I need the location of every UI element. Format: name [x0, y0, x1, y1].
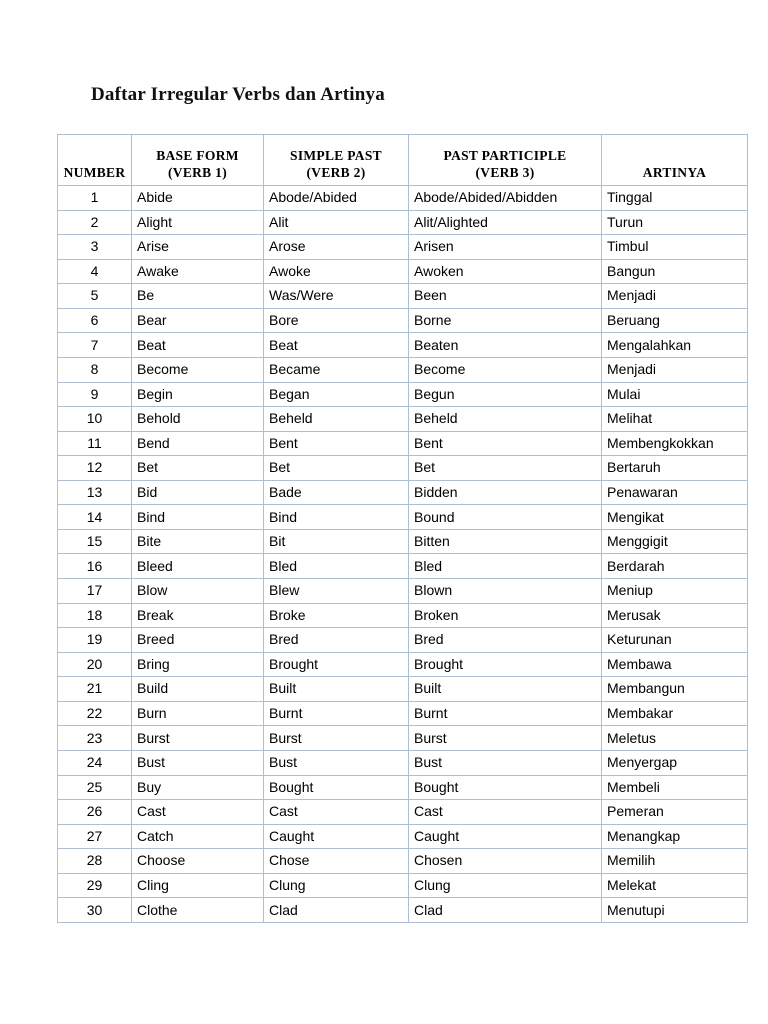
column-header-number: [58, 135, 132, 186]
verb-cell-artinya: Membangun: [602, 677, 748, 702]
verb-cell-simple-past: Beheld: [264, 407, 409, 432]
row-number-cell: 12: [58, 456, 132, 481]
verb-cell-base-form: Catch: [132, 824, 264, 849]
row-number-cell: 20: [58, 652, 132, 677]
verb-cell-simple-past: Abode/Abided: [264, 186, 409, 211]
verb-cell-base-form: Begin: [132, 382, 264, 407]
table-row: [58, 628, 748, 653]
row-number-cell: 1: [58, 186, 132, 211]
verb-cell-base-form: Bring: [132, 652, 264, 677]
table-row: [58, 873, 748, 898]
row-number-cell: 6: [58, 308, 132, 333]
verb-cell-base-form: Bleed: [132, 554, 264, 579]
verb-cell-past-participle: Bet: [409, 456, 602, 481]
table-row: [58, 259, 748, 284]
verb-cell-artinya: Melihat: [602, 407, 748, 432]
row-number-cell: 27: [58, 824, 132, 849]
verb-cell-past-participle: Bred: [409, 628, 602, 653]
table-body: [58, 186, 748, 923]
verb-cell-simple-past: Bred: [264, 628, 409, 653]
table-row: [58, 407, 748, 432]
verb-cell-artinya: Menggigit: [602, 529, 748, 554]
verb-cell-base-form: Break: [132, 603, 264, 628]
table-row: [58, 849, 748, 874]
row-number-cell: 19: [58, 628, 132, 653]
verb-cell-artinya: Menangkap: [602, 824, 748, 849]
verb-cell-simple-past: Beat: [264, 333, 409, 358]
verb-cell-artinya: Memilih: [602, 849, 748, 874]
verb-cell-past-participle: Been: [409, 284, 602, 309]
row-number-cell: 28: [58, 849, 132, 874]
row-number-cell: 8: [58, 357, 132, 382]
row-number-cell: 9: [58, 382, 132, 407]
row-number-cell: 16: [58, 554, 132, 579]
row-number-cell: 17: [58, 579, 132, 604]
row-number-cell: 5: [58, 284, 132, 309]
verb-cell-artinya: Membeli: [602, 775, 748, 800]
column-header-line: (VERB 3): [475, 165, 535, 181]
verb-cell-simple-past: Bought: [264, 775, 409, 800]
table-header-row: [58, 135, 748, 186]
verb-cell-simple-past: Chose: [264, 849, 409, 874]
verb-cell-simple-past: Built: [264, 677, 409, 702]
verb-cell-artinya: Merusak: [602, 603, 748, 628]
verb-cell-artinya: Tinggal: [602, 186, 748, 211]
verb-cell-base-form: Be: [132, 284, 264, 309]
table-row: [58, 677, 748, 702]
verb-cell-past-participle: Broken: [409, 603, 602, 628]
verb-cell-base-form: Cling: [132, 873, 264, 898]
verb-cell-base-form: Burst: [132, 726, 264, 751]
row-number-cell: 18: [58, 603, 132, 628]
table-row: [58, 824, 748, 849]
verb-cell-base-form: Bite: [132, 529, 264, 554]
verb-cell-base-form: Burn: [132, 701, 264, 726]
verb-cell-base-form: Clothe: [132, 898, 264, 923]
verb-cell-past-participle: Borne: [409, 308, 602, 333]
row-number-cell: 7: [58, 333, 132, 358]
row-number-cell: 23: [58, 726, 132, 751]
verb-cell-simple-past: Cast: [264, 800, 409, 825]
column-header-past-participle: [409, 135, 602, 186]
column-header-line: NUMBER: [63, 165, 126, 181]
verb-cell-base-form: Awake: [132, 259, 264, 284]
verb-cell-past-participle: Built: [409, 677, 602, 702]
verb-cell-artinya: Berdarah: [602, 554, 748, 579]
verb-cell-simple-past: Caught: [264, 824, 409, 849]
verb-cell-simple-past: Began: [264, 382, 409, 407]
verb-cell-artinya: Keturunan: [602, 628, 748, 653]
verb-cell-past-participle: Burst: [409, 726, 602, 751]
column-header-line: SIMPLE PAST: [290, 147, 382, 163]
verb-cell-past-participle: Burnt: [409, 701, 602, 726]
column-header-line: ARTINYA: [642, 165, 707, 181]
verb-cell-past-participle: Begun: [409, 382, 602, 407]
verb-cell-past-participle: Clad: [409, 898, 602, 923]
verb-cell-artinya: Mulai: [602, 382, 748, 407]
table-row: [58, 431, 748, 456]
verb-cell-artinya: Meniup: [602, 579, 748, 604]
verb-cell-past-participle: Awoken: [409, 259, 602, 284]
verb-cell-base-form: Bid: [132, 480, 264, 505]
verb-cell-past-participle: Bitten: [409, 529, 602, 554]
verb-cell-artinya: Penawaran: [602, 480, 748, 505]
verb-cell-simple-past: Awoke: [264, 259, 409, 284]
table-row: [58, 308, 748, 333]
table-row: [58, 333, 748, 358]
table-row: [58, 554, 748, 579]
verb-cell-past-participle: Arisen: [409, 235, 602, 260]
verb-cell-past-participle: Chosen: [409, 849, 602, 874]
table-row: [58, 603, 748, 628]
table-row: [58, 800, 748, 825]
verb-cell-artinya: Membawa: [602, 652, 748, 677]
verb-cell-artinya: Mengikat: [602, 505, 748, 530]
verb-cell-base-form: Bind: [132, 505, 264, 530]
table-row: [58, 456, 748, 481]
table-row: [58, 652, 748, 677]
table-row: [58, 898, 748, 923]
verb-cell-past-participle: Caught: [409, 824, 602, 849]
verb-cell-base-form: Choose: [132, 849, 264, 874]
verb-cell-past-participle: Clung: [409, 873, 602, 898]
verb-cell-past-participle: Blown: [409, 579, 602, 604]
verb-cell-base-form: Bear: [132, 308, 264, 333]
verb-cell-simple-past: Was/Were: [264, 284, 409, 309]
verb-cell-simple-past: Broke: [264, 603, 409, 628]
verb-cell-past-participle: Bidden: [409, 480, 602, 505]
verb-cell-base-form: Bend: [132, 431, 264, 456]
table-row: [58, 357, 748, 382]
verb-cell-artinya: Menyergap: [602, 750, 748, 775]
row-number-cell: 4: [58, 259, 132, 284]
verb-cell-base-form: Breed: [132, 628, 264, 653]
verb-cell-base-form: Arise: [132, 235, 264, 260]
row-number-cell: 2: [58, 210, 132, 235]
table-row: [58, 579, 748, 604]
verb-cell-base-form: Bet: [132, 456, 264, 481]
verb-cell-past-participle: Abode/Abided/Abidden: [409, 186, 602, 211]
column-header-base-form: [132, 135, 264, 186]
verb-cell-simple-past: Brought: [264, 652, 409, 677]
row-number-cell: 26: [58, 800, 132, 825]
verb-cell-artinya: Melekat: [602, 873, 748, 898]
row-number-cell: 11: [58, 431, 132, 456]
verb-cell-artinya: Beruang: [602, 308, 748, 333]
row-number-cell: 29: [58, 873, 132, 898]
column-header-line: (VERB 2): [306, 165, 366, 181]
verb-cell-base-form: Abide: [132, 186, 264, 211]
verb-cell-simple-past: Bit: [264, 529, 409, 554]
row-number-cell: 21: [58, 677, 132, 702]
table-row: [58, 382, 748, 407]
verb-cell-artinya: Menjadi: [602, 284, 748, 309]
verb-cell-base-form: Become: [132, 357, 264, 382]
verb-cell-artinya: Bertaruh: [602, 456, 748, 481]
page-title: Daftar Irregular Verbs dan Artinya: [91, 84, 385, 105]
verb-cell-past-participle: Beheld: [409, 407, 602, 432]
table-row: [58, 186, 748, 211]
verb-cell-simple-past: Alit: [264, 210, 409, 235]
verb-cell-base-form: Bust: [132, 750, 264, 775]
verb-cell-past-participle: Alit/Alighted: [409, 210, 602, 235]
verb-cell-simple-past: Bade: [264, 480, 409, 505]
row-number-cell: 30: [58, 898, 132, 923]
verb-cell-simple-past: Blew: [264, 579, 409, 604]
row-number-cell: 24: [58, 750, 132, 775]
table-row: [58, 284, 748, 309]
verb-cell-simple-past: Bore: [264, 308, 409, 333]
row-number-cell: 15: [58, 529, 132, 554]
verb-cell-artinya: Pemeran: [602, 800, 748, 825]
table-row: [58, 726, 748, 751]
verb-cell-artinya: Mengalahkan: [602, 333, 748, 358]
verb-cell-simple-past: Clung: [264, 873, 409, 898]
verb-cell-past-participle: Cast: [409, 800, 602, 825]
verb-cell-artinya: Turun: [602, 210, 748, 235]
verb-cell-simple-past: Clad: [264, 898, 409, 923]
table-row: [58, 210, 748, 235]
verb-cell-simple-past: Bled: [264, 554, 409, 579]
verb-cell-base-form: Beat: [132, 333, 264, 358]
verb-cell-simple-past: Bet: [264, 456, 409, 481]
column-header-simple-past: [264, 135, 409, 186]
verb-cell-past-participle: Beaten: [409, 333, 602, 358]
verb-cell-base-form: Behold: [132, 407, 264, 432]
verb-cell-base-form: Build: [132, 677, 264, 702]
verb-cell-base-form: Blow: [132, 579, 264, 604]
column-header-line: (VERB 1): [167, 165, 228, 181]
verb-cell-simple-past: Became: [264, 357, 409, 382]
verb-cell-artinya: Menjadi: [602, 357, 748, 382]
row-number-cell: 13: [58, 480, 132, 505]
verb-cell-past-participle: Bound: [409, 505, 602, 530]
row-number-cell: 14: [58, 505, 132, 530]
row-number-cell: 25: [58, 775, 132, 800]
verb-cell-base-form: Cast: [132, 800, 264, 825]
table-row: [58, 775, 748, 800]
verb-cell-base-form: Buy: [132, 775, 264, 800]
verb-cell-artinya: Meletus: [602, 726, 748, 751]
verb-cell-past-participle: Bent: [409, 431, 602, 456]
verb-cell-simple-past: Bust: [264, 750, 409, 775]
row-number-cell: 10: [58, 407, 132, 432]
column-header-line: BASE FORM: [156, 147, 239, 163]
row-number-cell: 22: [58, 701, 132, 726]
table-row: [58, 529, 748, 554]
verb-cell-simple-past: Bent: [264, 431, 409, 456]
table-row: [58, 480, 748, 505]
column-header-artinya: [602, 135, 748, 186]
table-row: [58, 701, 748, 726]
verb-cell-artinya: Timbul: [602, 235, 748, 260]
verb-cell-simple-past: Burnt: [264, 701, 409, 726]
column-header-line: PAST PARTICIPLE: [443, 147, 567, 163]
verb-cell-artinya: Bangun: [602, 259, 748, 284]
row-number-cell: 3: [58, 235, 132, 260]
table-header: [58, 135, 748, 186]
verb-cell-simple-past: Burst: [264, 726, 409, 751]
verb-cell-artinya: Membakar: [602, 701, 748, 726]
table-row: [58, 235, 748, 260]
table-row: [58, 750, 748, 775]
verb-cell-artinya: Membengkokkan: [602, 431, 748, 456]
table-row: [58, 505, 748, 530]
verb-cell-past-participle: Bought: [409, 775, 602, 800]
verb-cell-past-participle: Become: [409, 357, 602, 382]
verb-cell-base-form: Alight: [132, 210, 264, 235]
verb-cell-simple-past: Arose: [264, 235, 409, 260]
verb-cell-simple-past: Bind: [264, 505, 409, 530]
verb-cell-past-participle: Bust: [409, 750, 602, 775]
verb-cell-past-participle: Brought: [409, 652, 602, 677]
irregular-verbs-table: [57, 134, 748, 923]
verb-cell-past-participle: Bled: [409, 554, 602, 579]
verb-cell-artinya: Menutupi: [602, 898, 748, 923]
